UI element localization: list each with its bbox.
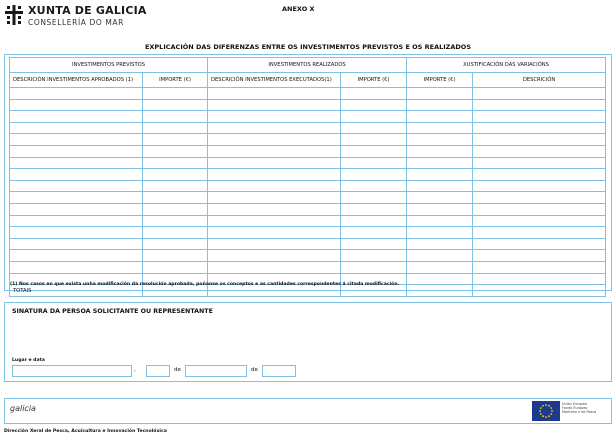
variation-description-cell[interactable] xyxy=(473,192,606,204)
realized-amount-cell[interactable] xyxy=(341,215,407,227)
annex-label: ANEXO X xyxy=(282,5,315,13)
eu-line: Unión Europea xyxy=(562,402,587,406)
table-row xyxy=(10,99,606,111)
variation-description-cell[interactable] xyxy=(473,250,606,262)
year-field[interactable] xyxy=(262,365,296,377)
planned-amount-cell[interactable] xyxy=(143,99,208,111)
realized-amount-cell[interactable] xyxy=(341,227,407,239)
realized-amount-cell[interactable] xyxy=(341,203,407,215)
place-date-label: Lugar e data xyxy=(12,358,45,363)
realized-amount-cell[interactable] xyxy=(341,250,407,262)
approved-description-cell[interactable] xyxy=(10,192,143,204)
approved-description-cell[interactable] xyxy=(10,111,143,123)
table-row xyxy=(10,134,606,146)
planned-amount-cell[interactable] xyxy=(143,157,208,169)
day-field[interactable] xyxy=(146,365,170,377)
planned-amount-cell[interactable] xyxy=(143,111,208,123)
eu-fund-text xyxy=(562,402,596,415)
executed-description-cell[interactable] xyxy=(208,180,341,192)
group-header-realized: INVESTIMENTOS REALIZADOS xyxy=(208,58,407,73)
executed-description-cell[interactable] xyxy=(208,122,341,134)
totals-label: TOTAIS xyxy=(10,285,143,297)
approved-description-cell[interactable] xyxy=(10,261,143,273)
comma-separator: , xyxy=(134,367,136,373)
variation-description-cell[interactable] xyxy=(473,157,606,169)
col-executed-description: DESCRICIÓN INVESTIMENTOS EXECUTADOS(1) xyxy=(208,73,341,88)
total-variation-input[interactable] xyxy=(407,285,473,297)
variation-description-cell[interactable] xyxy=(473,111,606,123)
executed-description-cell[interactable] xyxy=(208,88,341,100)
place-field[interactable] xyxy=(12,365,132,377)
col-planned-amount: IMPORTE (€) xyxy=(143,73,208,88)
planned-amount-cell[interactable] xyxy=(143,261,208,273)
variation-description-cell[interactable] xyxy=(473,203,606,215)
variation-amount-cell[interactable] xyxy=(407,261,473,273)
planned-amount-cell[interactable] xyxy=(143,88,208,100)
month-field[interactable] xyxy=(185,365,247,377)
variation-description-cell[interactable] xyxy=(473,180,606,192)
eu-line: Fondo Europeo xyxy=(562,406,588,411)
planned-amount-cell[interactable] xyxy=(143,169,208,181)
variation-amount-cell[interactable] xyxy=(407,180,473,192)
approved-description-cell[interactable] xyxy=(10,134,143,146)
eu-flag-icon xyxy=(532,401,560,421)
table-row xyxy=(10,88,606,100)
approved-description-cell[interactable] xyxy=(10,227,143,239)
approved-description-cell[interactable] xyxy=(10,122,143,134)
executed-description-cell[interactable] xyxy=(208,250,341,262)
variation-amount-cell[interactable] xyxy=(407,273,473,285)
realized-amount-cell[interactable] xyxy=(341,238,407,250)
approved-description-cell[interactable] xyxy=(10,215,143,227)
variation-description-cell[interactable] xyxy=(473,261,606,273)
group-header-planned: INVESTIMENTOS PREVISTOS xyxy=(10,58,208,73)
executed-description-cell[interactable] xyxy=(208,261,341,273)
variation-amount-cell[interactable] xyxy=(407,111,473,123)
variation-amount-cell[interactable] xyxy=(407,122,473,134)
variation-description-cell[interactable] xyxy=(473,99,606,111)
footer-box xyxy=(4,398,612,424)
realized-amount-cell[interactable] xyxy=(341,88,407,100)
executed-description-cell[interactable] xyxy=(208,238,341,250)
table-row xyxy=(10,145,606,157)
variation-description-cell[interactable] xyxy=(473,88,606,100)
executed-description-cell[interactable] xyxy=(208,215,341,227)
variation-amount-cell[interactable] xyxy=(407,250,473,262)
executed-description-cell[interactable] xyxy=(208,134,341,146)
table-footnote: (1) Nos casos en que exista unha modificación da resolución aprobada, poñanse os conceptos e as cantidades correspondentes á citada modificación. xyxy=(10,282,400,287)
document-title: EXPLICACIÓN DAS DIFERENZAS ENTRE OS INVESTIMENTOS PREVISTOS E OS REALIZADOS xyxy=(144,43,472,51)
realized-amount-cell[interactable] xyxy=(341,145,407,157)
realized-amount-cell[interactable] xyxy=(341,169,407,181)
planned-amount-cell[interactable] xyxy=(143,250,208,262)
approved-description-cell[interactable] xyxy=(10,169,143,181)
approved-description-cell[interactable] xyxy=(10,157,143,169)
col-variation-amount: IMPORTE (€) xyxy=(407,73,473,88)
xunta-cross-logo-icon xyxy=(5,5,23,25)
planned-amount-cell[interactable] xyxy=(143,227,208,239)
variation-description-cell[interactable] xyxy=(473,227,606,239)
table-row xyxy=(10,227,606,239)
table-row xyxy=(10,169,606,181)
eu-line: Marítimo e de Pesca xyxy=(562,410,597,415)
variation-description-cell[interactable] xyxy=(473,273,606,285)
planned-amount-cell[interactable] xyxy=(143,203,208,215)
planned-amount-cell[interactable] xyxy=(143,215,208,227)
realized-amount-cell[interactable] xyxy=(341,192,407,204)
approved-description-cell[interactable] xyxy=(10,99,143,111)
variation-amount-cell[interactable] xyxy=(407,88,473,100)
planned-amount-cell[interactable] xyxy=(143,145,208,157)
table-row xyxy=(10,122,606,134)
table-row xyxy=(10,250,606,262)
table-row xyxy=(10,180,606,192)
variation-amount-cell[interactable] xyxy=(407,134,473,146)
realized-amount-cell[interactable] xyxy=(341,122,407,134)
realized-amount-cell[interactable] xyxy=(341,134,407,146)
logo-title: XUNTA DE GALICIA xyxy=(28,4,147,17)
logo-subtitle: CONSELLERÍA DO MAR xyxy=(28,18,124,27)
variation-amount-cell[interactable] xyxy=(407,238,473,250)
approved-description-cell[interactable] xyxy=(10,180,143,192)
signature-title: SINATURA DA PERSOA SOLICITANTE OU REPRESENTANTE xyxy=(12,308,213,315)
realized-amount-cell[interactable] xyxy=(341,99,407,111)
executed-description-cell[interactable] xyxy=(208,157,341,169)
planned-amount-cell[interactable] xyxy=(143,134,208,146)
variation-description-cell[interactable] xyxy=(473,169,606,181)
realized-amount-cell[interactable] xyxy=(341,261,407,273)
executed-description-cell[interactable] xyxy=(208,145,341,157)
planned-amount-cell[interactable] xyxy=(143,180,208,192)
variation-amount-cell[interactable] xyxy=(407,169,473,181)
investment-table xyxy=(9,57,606,297)
col-variation-description: DESCRICIÓN xyxy=(473,73,606,88)
planned-amount-cell[interactable] xyxy=(143,192,208,204)
table-row xyxy=(10,157,606,169)
approved-description-cell[interactable] xyxy=(10,203,143,215)
variation-description-cell[interactable] xyxy=(473,122,606,134)
executed-description-cell[interactable] xyxy=(208,111,341,123)
approved-description-cell[interactable] xyxy=(10,250,143,262)
variation-description-cell[interactable] xyxy=(473,215,606,227)
variation-amount-cell[interactable] xyxy=(407,215,473,227)
variation-amount-cell[interactable] xyxy=(407,99,473,111)
variation-amount-cell[interactable] xyxy=(407,145,473,157)
executed-description-cell[interactable] xyxy=(208,169,341,181)
col-realized-amount: IMPORTE (€) xyxy=(341,73,407,88)
planned-amount-cell[interactable] xyxy=(143,122,208,134)
issuing-department: Dirección Xeral de Pesca, Acuicultura e Innovación Tecnolóxica xyxy=(4,429,167,434)
executed-description-cell[interactable] xyxy=(208,192,341,204)
variation-description-cell[interactable] xyxy=(473,145,606,157)
col-approved-description: DESCRICIÓN INVESTIMENTOS APROBADOS (1) xyxy=(10,73,143,88)
table-row xyxy=(10,238,606,250)
variation-amount-cell[interactable] xyxy=(407,192,473,204)
executed-description-cell[interactable] xyxy=(208,203,341,215)
approved-description-cell[interactable] xyxy=(10,238,143,250)
approved-description-cell[interactable] xyxy=(10,88,143,100)
variation-amount-cell[interactable] xyxy=(407,227,473,239)
variation-amount-cell[interactable] xyxy=(407,157,473,169)
de-label-1: de xyxy=(174,367,181,373)
table-row xyxy=(10,203,606,215)
realized-amount-cell[interactable] xyxy=(341,157,407,169)
de-label-2: de xyxy=(251,367,258,373)
table-row xyxy=(10,111,606,123)
table-row xyxy=(10,261,606,273)
variation-description-cell[interactable] xyxy=(473,238,606,250)
executed-description-cell[interactable] xyxy=(208,227,341,239)
executed-description-cell[interactable] xyxy=(208,99,341,111)
variation-amount-cell[interactable] xyxy=(407,203,473,215)
table-row xyxy=(10,192,606,204)
table-row xyxy=(10,215,606,227)
variation-description-cell[interactable] xyxy=(473,134,606,146)
total-description-input[interactable] xyxy=(473,285,606,297)
realized-amount-cell[interactable] xyxy=(341,111,407,123)
galicia-logo: galicia xyxy=(10,404,36,413)
group-header-justification: XUSTIFICACIÓN DAS VARIACIÓNS xyxy=(407,58,606,73)
approved-description-cell[interactable] xyxy=(10,145,143,157)
planned-amount-cell[interactable] xyxy=(143,238,208,250)
realized-amount-cell[interactable] xyxy=(341,180,407,192)
